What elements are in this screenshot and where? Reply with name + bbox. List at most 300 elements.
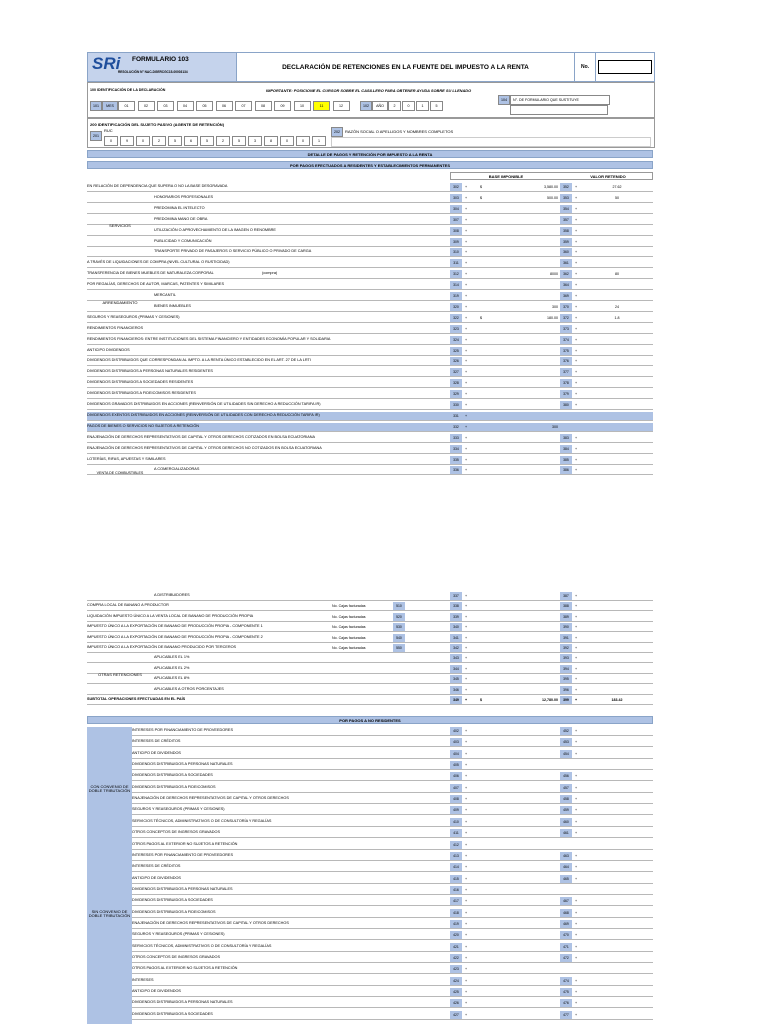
plus-sign: + xyxy=(465,1001,468,1006)
plus-sign: + xyxy=(465,666,468,671)
quantity-code: 510 xyxy=(393,602,405,610)
plus-sign: + xyxy=(575,381,578,386)
plus-sign: + xyxy=(465,413,468,418)
non-resident-row xyxy=(87,829,653,838)
plus-sign: + xyxy=(465,944,468,949)
base-code: 325 xyxy=(450,347,462,355)
plus-sign: + xyxy=(575,337,578,342)
plus-sign: + xyxy=(465,740,468,745)
non-resident-row xyxy=(87,863,653,872)
currency-symbol: $ xyxy=(480,315,482,320)
plus-sign: + xyxy=(465,831,468,836)
row-description: SEGUROS Y REASEGUROS (PRIMAS Y CESIONES) xyxy=(132,807,225,812)
retained-code: 463 xyxy=(560,852,572,860)
retained-code: 399 xyxy=(560,696,572,704)
help-notice: IMPORTANTE: POSICIONE EL CURSOR SOBRE EL CASILLERO PARA OBTENER AYUDA SOBRE SU LLENADO xyxy=(266,88,472,93)
row-description: APLICABLES EL 2% xyxy=(154,665,190,670)
plus-sign: + xyxy=(465,392,468,397)
replace-code: 104 xyxy=(498,95,510,105)
retained-code: 453 xyxy=(560,738,572,746)
row-description: DIVIDENDOS GRAVADOS DISTRIBUIDOS EN ACCIONES (REINVERSIÓN DE UTILIDADES SIN DERECHO A REDUCCIÓN TARIFA IR) xyxy=(87,402,321,406)
plus-sign: + xyxy=(465,1012,468,1017)
plus-sign: + xyxy=(575,304,578,309)
plus-sign: + xyxy=(575,865,578,870)
retained-code: 357 xyxy=(560,216,572,224)
row-description: INTERESES POR FINANCIAMIENTO DE PROVEEDORES xyxy=(132,728,233,732)
retained-code: 360 xyxy=(560,248,572,256)
plus-sign: + xyxy=(575,831,578,836)
base-code: 346 xyxy=(450,686,462,694)
base-code: 402 xyxy=(450,727,462,735)
base-code: 407 xyxy=(450,784,462,792)
retained-code: 393 xyxy=(560,654,572,662)
non-resident-row xyxy=(87,772,653,781)
plus-sign: + xyxy=(575,921,578,926)
base-code: 417 xyxy=(450,897,462,905)
month-option[interactable]: 01 xyxy=(118,101,135,111)
plus-sign: + xyxy=(465,304,468,309)
retained-code: 387 xyxy=(560,592,572,600)
year-label: AÑO xyxy=(372,101,388,111)
non-resident-row xyxy=(87,841,653,850)
year-digit[interactable]: 5 xyxy=(430,101,443,111)
plus-sign: + xyxy=(465,604,468,609)
retained-code: 354 xyxy=(560,205,572,213)
row-description: PAGOS DE BIENES O SERVICIOS NO SUJETOS A RETENCIÓN xyxy=(87,423,200,428)
row-description: RENDIMIENTOS FINANCIEROS: ENTRE INSTITUCIONES DEL SISTEMA FINANCIERO Y ENTIDADES ECONOMÍA POPULAR Y SOLIDARIA xyxy=(87,336,331,341)
plus-sign: + xyxy=(575,698,578,702)
plus-sign: + xyxy=(575,666,578,671)
row-description: DIVIDENDOS DISTRIBUIDOS A SOCIEDADES RESIDENTES xyxy=(87,380,194,385)
retained-code: 370 xyxy=(560,303,572,311)
row-description: RENDIMIENTOS FINANCIEROS xyxy=(87,325,144,330)
ruc-digit[interactable]: 2 xyxy=(216,136,230,146)
row-description: OTROS CONCEPTOS DE INGRESOS GRAVADOS xyxy=(132,955,220,959)
quantity-label: No. Cajas facturadas xyxy=(332,646,366,650)
plus-sign: + xyxy=(465,853,468,858)
row-description: SUBTOTAL OPERACIONES EFECTUADAS EN EL PAÍS xyxy=(87,697,186,701)
base-code: 304 xyxy=(450,205,462,213)
retained-code: 469 xyxy=(560,920,572,928)
name-field[interactable] xyxy=(331,137,651,147)
table-row xyxy=(87,456,653,465)
month-option[interactable]: 10 xyxy=(294,101,311,111)
base-code: 425 xyxy=(450,988,462,996)
retained-code: 380 xyxy=(560,401,572,409)
sri-logo-text: SRi xyxy=(92,54,121,73)
retained-code: 474 xyxy=(560,977,572,985)
base-code: 406 xyxy=(450,772,462,780)
plus-sign: + xyxy=(465,195,468,200)
row-description: ENAJENACIÓN DE DERECHOS REPRESENTATIVOS DE CAPITAL Y OTROS DERECHOS COTIZADOS EN BOLSA ECUATORIANA xyxy=(87,434,316,439)
ruc-digit[interactable]: 5 xyxy=(232,136,246,146)
retained-code: 459 xyxy=(560,806,572,814)
retained-value[interactable]: 183.42 xyxy=(611,698,623,702)
table-row xyxy=(87,292,653,301)
retained-code: 391 xyxy=(560,634,572,642)
retained-code: 468 xyxy=(560,909,572,917)
row-description: INTERESES DE CRÉDITOS xyxy=(132,739,181,744)
plus-sign: + xyxy=(465,887,468,892)
identification-label: 100 IDENTIFICACIÓN DE LA DECLARACIÓN xyxy=(90,88,166,92)
row-description: OTROS PAGOS AL EXTERIOR NO SUJETOS A RETENCIÓN xyxy=(132,966,238,971)
plus-sign: + xyxy=(465,217,468,222)
base-code: 343 xyxy=(450,654,462,662)
table-row xyxy=(87,303,653,312)
ruc-code: 201 xyxy=(90,131,102,141)
plus-sign: + xyxy=(575,910,578,915)
table-row xyxy=(87,357,653,366)
row-description: INTERESES DE CRÉDITOS xyxy=(132,864,181,869)
row-description: TRANSPORTE PRIVADO DE PASAJEROS O SERVICIO PÚBLICO O PRIVADO DE CARGA xyxy=(154,249,312,254)
plus-sign: + xyxy=(575,261,578,266)
ruc-digit[interactable]: 3 xyxy=(248,136,262,146)
ruc-digit[interactable]: 2 xyxy=(152,136,166,146)
plus-sign: + xyxy=(575,239,578,244)
table-row xyxy=(87,248,653,257)
retained-code: 373 xyxy=(560,325,572,333)
row-description: DIVIDENDOS EXENTOS DISTRIBUIDOS EN ACCIONES (REINVERSIÓN DE UTILIDADES CON DERECHO A REDUCCIÓN TARIFA IR) xyxy=(87,412,320,417)
retained-code: 472 xyxy=(560,954,572,962)
retained-code: 470 xyxy=(560,931,572,939)
plus-sign: + xyxy=(575,808,578,813)
name-label: RAZÓN SOCIAL O APELLIDOS Y NOMBRES COMPLETOS xyxy=(345,129,454,134)
plus-sign: + xyxy=(575,785,578,790)
table-row xyxy=(87,634,653,643)
table-row xyxy=(87,434,653,443)
ruc-digit[interactable]: 0 xyxy=(296,136,310,146)
ruc-digit[interactable]: 1 xyxy=(312,136,326,146)
row-description: ENAJENACIÓN DE DERECHOS REPRESENTATIVOS DE CAPITAL Y OTROS DERECHOS NO COTIZADOS EN BOLSA ECUATORIANA xyxy=(87,445,322,450)
year-digit[interactable]: 1 xyxy=(416,101,429,111)
base-code: 340 xyxy=(450,623,462,631)
non-resident-row xyxy=(87,795,653,804)
plus-sign: + xyxy=(465,381,468,386)
year-digit[interactable]: 0 xyxy=(402,101,415,111)
month-option[interactable]: 04 xyxy=(177,101,194,111)
plus-sign: + xyxy=(465,337,468,342)
retained-code: 476 xyxy=(560,999,572,1007)
non-resident-row xyxy=(87,920,653,929)
non-resident-row xyxy=(87,931,653,940)
month-option[interactable]: 02 xyxy=(138,101,155,111)
base-code: 411 xyxy=(450,829,462,837)
plus-sign: + xyxy=(575,876,578,881)
table-row xyxy=(87,336,653,345)
retained-code: 388 xyxy=(560,602,572,610)
retained-code: 384 xyxy=(560,445,572,453)
form-number: FORMULARIO 103 xyxy=(132,56,189,63)
replace-field[interactable] xyxy=(510,105,608,115)
base-code: 415 xyxy=(450,875,462,883)
plus-sign: + xyxy=(465,865,468,870)
row-description: ENAJENACIÓN DE DERECHOS REPRESENTATIVOS DE CAPITAL Y OTROS DERECHOS xyxy=(132,920,289,925)
plus-sign: + xyxy=(575,819,578,824)
retained-code: 477 xyxy=(560,1011,572,1019)
arrendamiento-group: ARRENDAMIENTO xyxy=(102,299,138,305)
table-row xyxy=(87,623,653,632)
ruc-digit[interactable]: 8 xyxy=(264,136,278,146)
base-code: 322 xyxy=(450,314,462,322)
ruc-digit[interactable]: 0 xyxy=(104,136,118,146)
currency-symbol: $ xyxy=(480,185,482,189)
row-description: DIVIDENDOS DISTRIBUIDOS A FIDEICOMISOS xyxy=(132,784,216,789)
plus-sign: + xyxy=(465,933,468,938)
row-description: DIVIDENDOS DISTRIBUIDOS A FIDEICOMISOS RESIDENTES xyxy=(87,391,196,396)
plus-sign: + xyxy=(465,698,468,702)
non-resident-row xyxy=(87,886,653,895)
plus-sign: + xyxy=(465,228,468,233)
non-resident-row xyxy=(87,761,653,770)
otras-retenciones-group: OTRAS RETENCIONES xyxy=(98,671,142,677)
plus-sign: + xyxy=(465,294,468,298)
month-option[interactable]: 09 xyxy=(274,101,291,111)
retained-code: 374 xyxy=(560,336,572,344)
base-value[interactable]: 12,780.00 xyxy=(542,698,558,702)
row-description: IMPUESTO ÚNICO A LA EXPORTACIÓN DE BANANO DE PRODUCCIÓN PROPIA - COMPONENTE 2 xyxy=(87,634,263,639)
month-option[interactable]: 07 xyxy=(235,101,252,111)
plus-sign: + xyxy=(575,403,578,407)
table-row xyxy=(87,390,653,399)
plus-sign: + xyxy=(465,967,468,972)
plus-sign: + xyxy=(575,457,578,462)
plus-sign: + xyxy=(575,195,578,200)
plus-sign: + xyxy=(465,283,468,288)
retained-code: 372 xyxy=(560,314,572,322)
table-row xyxy=(87,675,653,684)
retained-value[interactable]: 50 xyxy=(615,195,619,200)
form-number-field[interactable] xyxy=(598,60,652,74)
row-description: DIVIDENDOS DISTRIBUIDOS A SOCIEDADES xyxy=(132,773,213,778)
month-option[interactable]: 03 xyxy=(157,101,174,111)
base-code: 335 xyxy=(450,456,462,464)
row-description: DIVIDENDOS DISTRIBUIDOS A SOCIEDADES xyxy=(132,1011,213,1016)
ruc-digit[interactable]: 6 xyxy=(184,136,198,146)
base-code: 341 xyxy=(450,634,462,642)
plus-sign: + xyxy=(575,294,578,298)
base-code: 334 xyxy=(450,445,462,453)
sin-convenio-group: SIN CONVENIO DE DOBLE TRIBUTACIÓN xyxy=(87,852,132,977)
base-value[interactable]: 3,580.00 xyxy=(544,185,558,189)
ruc-digit[interactable]: 5 xyxy=(200,136,214,146)
plus-sign: + xyxy=(575,315,578,320)
table-row xyxy=(87,368,653,377)
retained-code: 383 xyxy=(560,434,572,442)
plus-sign: + xyxy=(575,990,578,995)
non-resident-row xyxy=(87,977,653,986)
row-description: OTROS PAGOS AL EXTERIOR NO SUJETOS A RETENCIÓN xyxy=(132,841,238,846)
row-description: COMPRA LOCAL DE BANANO A PRODUCTOR xyxy=(87,603,169,608)
ruc-label: RUC xyxy=(104,128,113,133)
year-digit[interactable]: 2 xyxy=(388,101,401,111)
plus-sign: + xyxy=(465,206,468,211)
base-code: 413 xyxy=(450,852,462,860)
ruc-digit[interactable]: 5 xyxy=(168,136,182,146)
month-option[interactable]: 11 xyxy=(313,101,330,111)
base-code: 324 xyxy=(450,336,462,344)
base-code: 423 xyxy=(450,965,462,973)
venta-combustibles-group: VENTA DE COMBUSTIBLES xyxy=(96,470,144,475)
table-row xyxy=(87,602,653,611)
table-row xyxy=(87,379,653,388)
resolution-text: RESOLUCIÓN N° NAC-DGERCGC15-00003134 xyxy=(118,70,188,74)
plus-sign: + xyxy=(575,359,578,364)
row-description: PREDOMINA EL INTELECTO xyxy=(154,205,205,210)
row-description: INTERESES xyxy=(132,977,154,982)
table-row xyxy=(87,613,653,622)
plus-sign: + xyxy=(575,228,578,233)
base-value[interactable]: 180.00 xyxy=(547,315,558,320)
retained-code: 394 xyxy=(560,665,572,673)
retained-value[interactable]: 80 xyxy=(615,272,619,277)
retained-code: 454 xyxy=(560,750,572,758)
plus-sign: + xyxy=(575,687,578,692)
plus-sign: + xyxy=(465,729,468,733)
plus-sign: + xyxy=(465,457,468,462)
plus-sign: + xyxy=(575,751,578,756)
year-code: 102 xyxy=(360,101,372,111)
base-code: 405 xyxy=(450,761,462,769)
base-code: 331 xyxy=(450,412,462,420)
plus-sign: + xyxy=(575,797,578,802)
base-code: 421 xyxy=(450,943,462,951)
identification-section xyxy=(87,82,655,118)
retained-value[interactable]: 24 xyxy=(615,304,619,309)
table-row xyxy=(87,401,653,410)
table-row xyxy=(87,423,653,432)
non-resident-row xyxy=(87,784,653,793)
con-convenio-group: CON CONVENIO DE DOBLE TRIBUTACIÓN xyxy=(87,727,132,852)
retained-code: 364 xyxy=(560,281,572,289)
month-option[interactable]: 05 xyxy=(196,101,213,111)
table-row xyxy=(87,205,653,214)
plus-sign: + xyxy=(465,910,468,915)
table-row xyxy=(87,227,653,236)
plus-sign: + xyxy=(575,740,578,745)
plus-sign: + xyxy=(465,359,468,364)
row-description: UTILIZACIÓN O APROVECHAMIENTO DE LA IMAGEN O RENOMBRE xyxy=(154,227,276,232)
plus-sign: + xyxy=(465,677,468,682)
base-code: 311 xyxy=(450,259,462,267)
month-code: 101 xyxy=(90,101,102,111)
plus-sign: + xyxy=(575,250,578,255)
base-code: 308 xyxy=(450,227,462,235)
retained-value[interactable]: 27.62 xyxy=(612,185,622,189)
plus-sign: + xyxy=(575,468,578,473)
retained-code: 352 xyxy=(560,183,572,191)
row-description: INTERESES POR FINANCIAMIENTO DE PROVEEDORES xyxy=(132,852,233,857)
non-resident-row xyxy=(87,999,653,1008)
row-description: APLICABLES EL 8% xyxy=(154,676,190,681)
plus-sign: + xyxy=(575,1012,578,1017)
base-code: 422 xyxy=(450,954,462,962)
table-row xyxy=(87,592,653,601)
residents-title: POR PAGOS EFECTUADOS A RESIDENTES Y ESTABLECIMIENTOS PERMANENTES xyxy=(87,161,653,169)
table-row xyxy=(87,238,653,247)
retained-code: 456 xyxy=(560,772,572,780)
row-description: PREDOMINA MANO DE OBRA xyxy=(154,216,208,221)
base-value[interactable]: 300 xyxy=(552,304,558,309)
plus-sign: + xyxy=(465,899,468,904)
plus-sign: + xyxy=(575,729,578,733)
base-code: 418 xyxy=(450,909,462,917)
month-option[interactable]: 08 xyxy=(255,101,272,111)
base-imponible-header: BASE IMPONIBLE xyxy=(488,173,524,179)
plus-sign: + xyxy=(465,435,468,440)
base-code: 310 xyxy=(450,248,462,256)
base-code: 332 xyxy=(450,423,462,431)
plus-sign: + xyxy=(465,978,468,983)
retained-code: 369 xyxy=(560,292,572,300)
row-description: LOTERÍAS, RIFAS, APUESTAS Y SIMILARES xyxy=(87,456,166,461)
plus-sign: + xyxy=(575,348,578,353)
quantity-label: No. Cajas facturadas xyxy=(332,625,366,630)
table-row xyxy=(87,644,653,653)
quantity-code: 540 xyxy=(393,634,405,642)
retained-code: 385 xyxy=(560,456,572,464)
currency-symbol: $ xyxy=(480,195,482,200)
quantity-code: 550 xyxy=(393,644,405,652)
plus-sign: + xyxy=(575,635,578,640)
table-row xyxy=(87,216,653,225)
base-value[interactable]: 500.00 xyxy=(547,195,558,200)
plus-sign: + xyxy=(465,990,468,995)
row-description: IMPUESTO ÚNICO A LA EXPORTACIÓN DE BANANO PRODUCIDO POR TERCEROS xyxy=(87,645,237,649)
base-value[interactable]: 300 xyxy=(552,424,558,429)
row-note: (compra) xyxy=(262,271,278,276)
plus-sign: + xyxy=(465,272,468,277)
base-code: 307 xyxy=(450,216,462,224)
paraisos-group xyxy=(87,977,132,1024)
base-code: 424 xyxy=(450,977,462,985)
plus-sign: + xyxy=(465,774,468,779)
month-option[interactable]: 06 xyxy=(216,101,233,111)
retained-code: 390 xyxy=(560,623,572,631)
retained-code: 375 xyxy=(560,347,572,355)
base-code: 336 xyxy=(450,466,462,474)
row-description: ANTICIPO DE DIVIDENDOS xyxy=(132,989,181,994)
plus-sign: + xyxy=(575,614,578,619)
base-code: 323 xyxy=(450,325,462,333)
ruc-digit[interactable]: 9 xyxy=(120,136,134,146)
retained-code: 361 xyxy=(560,259,572,267)
plus-sign: + xyxy=(575,933,578,938)
taxpayer-label: 200 IDENTIFICACIÓN DEL SUJETO PASIVO (AGENTE DE RETENCIÓN) xyxy=(90,122,225,127)
table-row xyxy=(87,325,653,334)
ruc-digit[interactable]: 0 xyxy=(280,136,294,146)
ruc-digit[interactable]: 0 xyxy=(136,136,150,146)
plus-sign: + xyxy=(465,446,468,451)
retained-code: 378 xyxy=(560,379,572,387)
plus-sign: + xyxy=(465,239,468,244)
retained-code: 389 xyxy=(560,613,572,621)
row-description: POR REGALÍAS, DERECHOS DE AUTOR, MARCAS, PATENTES Y SIMILARES xyxy=(87,282,225,287)
plus-sign: + xyxy=(575,272,578,277)
table-row xyxy=(87,270,653,279)
number-label: No. xyxy=(575,53,596,81)
servicios-group: SERVICIOS xyxy=(109,223,131,229)
row-description: SEGUROS Y REASEGUROS (PRIMAS Y CESIONES) xyxy=(132,932,225,937)
base-code: 416 xyxy=(450,886,462,894)
base-code: 410 xyxy=(450,818,462,826)
plus-sign: + xyxy=(465,646,468,650)
month-option[interactable]: 12 xyxy=(333,101,350,111)
base-code: 302 xyxy=(450,183,462,191)
row-description: ANTICIPO DE DIVIDENDOS xyxy=(132,750,181,755)
base-value[interactable]: 8000 xyxy=(550,272,558,277)
retained-code: 467 xyxy=(560,897,572,905)
retained-value[interactable]: 1.8 xyxy=(614,315,620,320)
